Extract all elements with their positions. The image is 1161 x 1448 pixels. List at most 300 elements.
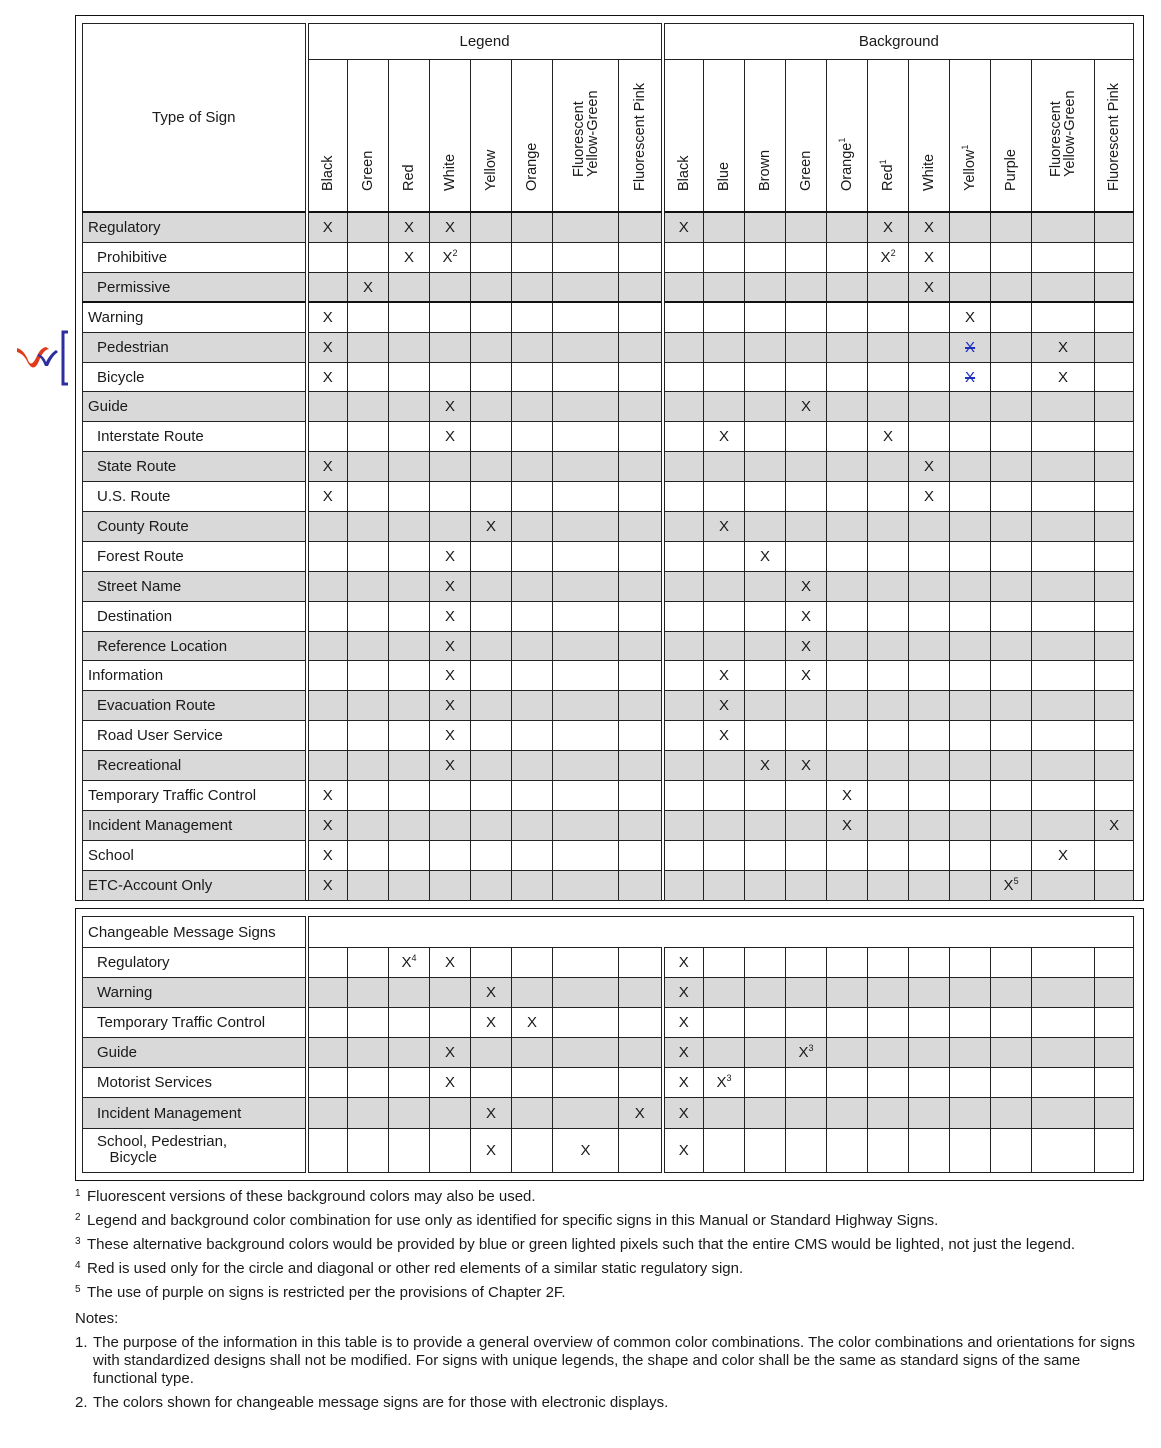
empty-cell [389,870,430,900]
empty-cell [704,751,745,781]
mark-cell: $X^3$ [786,1038,827,1068]
empty-cell [471,571,512,601]
empty-cell [868,661,909,691]
empty-cell [348,1098,389,1128]
mark-cell: X [430,721,471,751]
empty-cell [619,541,663,571]
empty-cell [704,482,745,512]
table-row [83,661,1134,691]
empty-cell [1095,512,1134,542]
row-label: Permissive [83,272,307,302]
empty-cell [827,571,868,601]
empty-cell [909,840,950,870]
empty-cell [512,362,553,392]
empty-cell [619,631,663,661]
empty-cell [1095,302,1134,332]
empty-cell [1095,1128,1134,1172]
background-col-header-green: Green [786,60,827,212]
empty-cell [786,781,827,811]
empty-cell [827,212,868,243]
empty-cell [512,1038,553,1068]
empty-cell [1095,452,1134,482]
empty-cell [1095,482,1134,512]
empty-cell [991,482,1032,512]
empty-cell [663,601,704,631]
mark-cell: X [786,661,827,691]
empty-cell [827,691,868,721]
empty-cell [868,781,909,811]
empty-cell [950,1038,991,1068]
empty-cell [348,978,389,1008]
empty-cell [868,302,909,332]
empty-cell [553,948,619,978]
empty-cell [868,751,909,781]
row-label: Guide [83,1038,307,1068]
empty-cell [786,302,827,332]
empty-cell [512,870,553,900]
mark-cell: X [430,661,471,691]
empty-cell [868,978,909,1008]
mark-cell: $X^2$ [430,243,471,273]
empty-cell [512,1098,553,1128]
empty-cell [553,541,619,571]
empty-cell [1032,978,1095,1008]
row-label: Bicycle [83,362,307,392]
empty-cell [704,571,745,601]
mark-cell: $X^2$ [868,243,909,273]
empty-cell [827,302,868,332]
empty-cell [1095,272,1134,302]
empty-cell [471,1038,512,1068]
empty-cell [868,1068,909,1098]
empty-cell [704,781,745,811]
mark-cell: X [471,512,512,542]
empty-cell [1032,661,1095,691]
empty-cell [553,1008,619,1038]
empty-cell [348,691,389,721]
mark-cell: X [430,751,471,781]
empty-cell [663,302,704,332]
empty-cell [553,1098,619,1128]
empty-cell [348,392,389,422]
empty-cell [1032,1098,1095,1128]
table-row [83,482,1134,512]
empty-cell [909,1098,950,1128]
empty-cell [991,212,1032,243]
empty-cell [827,978,868,1008]
empty-cell [1095,541,1134,571]
empty-cell [745,631,786,661]
table-row [83,243,1134,273]
legend-col-header-white: White [430,60,471,212]
empty-cell [704,978,745,1008]
mark-cell: X [348,272,389,302]
empty-cell [827,422,868,452]
empty-cell [950,452,991,482]
empty-cell [619,721,663,751]
empty-cell [909,541,950,571]
empty-cell [991,302,1032,332]
empty-cell [471,452,512,482]
empty-cell [827,332,868,362]
empty-cell [1032,1068,1095,1098]
empty-cell [471,362,512,392]
table-row [83,1008,1134,1038]
table-row [83,691,1134,721]
empty-cell [619,1068,663,1098]
empty-cell [745,870,786,900]
empty-cell [991,272,1032,302]
empty-cell [389,392,430,422]
empty-cell [868,482,909,512]
legend-col-header-black: Black [307,60,348,212]
empty-cell [827,452,868,482]
empty-cell [745,1008,786,1038]
empty-cell [389,272,430,302]
empty-cell [786,482,827,512]
empty-cell [745,810,786,840]
empty-cell [868,631,909,661]
empty-cell [512,541,553,571]
empty-cell [512,721,553,751]
empty-cell [619,840,663,870]
empty-cell [471,870,512,900]
empty-cell [704,840,745,870]
empty-cell [1095,243,1134,273]
mark-cell: X [430,212,471,243]
empty-cell [1095,978,1134,1008]
empty-cell [553,1038,619,1068]
empty-cell [430,362,471,392]
empty-cell [745,243,786,273]
mark-cell: X [786,571,827,601]
background-col-header-fluorescent-pink: Fluorescent Pink [1095,60,1134,212]
empty-cell [307,1038,348,1068]
empty-cell [619,870,663,900]
background-col-header-white: White [909,60,950,212]
empty-cell [389,512,430,542]
mark-cell: X [430,392,471,422]
empty-cell [553,392,619,422]
empty-cell [307,1008,348,1038]
empty-cell [909,601,950,631]
empty-cell [950,631,991,661]
empty-cell [1032,948,1095,978]
empty-cell [991,332,1032,362]
row-label: Evacuation Route [83,691,307,721]
type-of-sign-header: Type of Sign [83,24,307,212]
empty-cell [950,781,991,811]
empty-cell [991,422,1032,452]
empty-cell [909,302,950,332]
empty-cell [1095,948,1134,978]
notes-heading: Notes: [75,1310,119,1327]
table-row [83,870,1134,900]
row-label: Forest Route [83,541,307,571]
empty-cell [786,1068,827,1098]
empty-cell [1095,1098,1134,1128]
empty-cell [1095,661,1134,691]
mark-cell: X [827,810,868,840]
empty-cell [389,691,430,721]
empty-cell [868,362,909,392]
empty-cell [868,332,909,362]
empty-cell [827,840,868,870]
empty-cell [950,948,991,978]
empty-cell [1032,810,1095,840]
empty-cell [786,512,827,542]
mark-cell: X [430,631,471,661]
empty-cell [430,332,471,362]
empty-cell [991,1098,1032,1128]
empty-cell [868,1038,909,1068]
mark-cell [950,332,991,362]
empty-cell [471,631,512,661]
mark-cell: X [868,212,909,243]
empty-cell [1095,870,1134,900]
mark-cell: $X^5$ [991,870,1032,900]
empty-cell [909,392,950,422]
mark-cell: X [430,948,471,978]
empty-cell [1032,781,1095,811]
empty-cell [348,840,389,870]
empty-cell [1095,212,1134,243]
mark-cell: X [1095,810,1134,840]
empty-cell [1095,1068,1134,1098]
empty-cell [786,810,827,840]
mark-cell: X [1032,332,1095,362]
empty-cell [786,332,827,362]
table-row [83,272,1134,302]
table-row [83,721,1134,751]
empty-cell [950,1068,991,1098]
mark-cell: X [430,1038,471,1068]
empty-cell [348,631,389,661]
empty-cell [704,302,745,332]
footnote [75,1212,1135,1230]
empty-cell [348,302,389,332]
row-label: Guide [83,392,307,422]
empty-cell [348,541,389,571]
table-row [83,601,1134,631]
empty-cell [950,272,991,302]
empty-cell [909,512,950,542]
empty-cell [745,661,786,691]
mark-cell: $X^4$ [389,948,430,978]
empty-cell [430,1008,471,1038]
table-row [83,332,1134,362]
mark-cell [950,362,991,392]
empty-cell [307,631,348,661]
row-label: Road User Service [83,721,307,751]
empty-cell [389,332,430,362]
mark-cell: X [307,840,348,870]
mark-cell: X [909,243,950,273]
empty-cell [512,302,553,332]
struck-mark: X [965,338,976,356]
empty-cell [389,601,430,631]
empty-cell [389,422,430,452]
empty-cell [745,978,786,1008]
empty-cell [471,212,512,243]
empty-cell [827,751,868,781]
empty-cell [619,452,663,482]
empty-cell [868,691,909,721]
background-group-header: Background [663,24,1134,60]
empty-cell [827,1068,868,1098]
empty-cell [512,332,553,362]
note-text: The purpose of the information in this table is to provide a general overview of common color combinations. The color combinations and orientations for signs with standardized designs shall not be modified. For signs with unique legends, the shape and color shall be the same as standard signs of the same functional type. [93,1334,1135,1387]
empty-cell [868,452,909,482]
empty-cell [745,422,786,452]
empty-cell [991,362,1032,392]
empty-cell [1095,601,1134,631]
empty-cell [348,661,389,691]
empty-cell [553,452,619,482]
note [75,1394,1135,1412]
empty-cell [389,1068,430,1098]
mark-cell: X [909,482,950,512]
empty-cell [619,1038,663,1068]
empty-cell [909,571,950,601]
empty-cell [307,751,348,781]
empty-cell [619,571,663,601]
empty-cell [553,512,619,542]
table-row [83,1098,1134,1128]
empty-cell [827,601,868,631]
empty-cell [745,362,786,392]
empty-cell [786,978,827,1008]
empty-cell [704,452,745,482]
footnote [75,1284,1135,1302]
empty-cell [1032,1038,1095,1068]
empty-cell [704,810,745,840]
empty-cell [663,840,704,870]
empty-cell [430,978,471,1008]
mark-cell: X [950,302,991,332]
empty-cell [471,541,512,571]
mark-cell: X [745,541,786,571]
row-label: Reference Location [83,631,307,661]
empty-cell [348,332,389,362]
empty-cell [704,1128,745,1172]
empty-cell [663,571,704,601]
empty-cell [1095,781,1134,811]
empty-cell [389,482,430,512]
background-col-header-orange: Orange$^1$ [827,60,868,212]
empty-cell [786,1008,827,1038]
empty-cell [704,243,745,273]
empty-cell [991,978,1032,1008]
empty-cell [619,243,663,273]
empty-cell [512,512,553,542]
empty-cell [430,302,471,332]
empty-cell [950,721,991,751]
empty-cell [1032,870,1095,900]
mark-cell: X [786,631,827,661]
empty-cell [389,661,430,691]
empty-cell [1095,392,1134,422]
empty-cell [704,212,745,243]
empty-cell [430,781,471,811]
empty-cell [663,243,704,273]
empty-cell [307,948,348,978]
empty-cell [745,212,786,243]
empty-cell [663,541,704,571]
mark-cell: X [471,978,512,1008]
mark-cell: X [704,691,745,721]
empty-cell [1032,1128,1095,1172]
empty-cell [430,512,471,542]
empty-cell [471,482,512,512]
empty-cell [991,571,1032,601]
empty-cell [512,272,553,302]
mark-cell: X [663,212,704,243]
empty-cell [307,392,348,422]
empty-cell [745,482,786,512]
empty-cell [745,512,786,542]
table-row [83,781,1134,811]
empty-cell [348,1038,389,1068]
background-col-header-black: Black [663,60,704,212]
empty-cell [512,661,553,691]
empty-cell [389,781,430,811]
empty-cell [512,1068,553,1098]
empty-cell [471,781,512,811]
empty-cell [512,810,553,840]
empty-cell [663,631,704,661]
empty-cell [991,541,1032,571]
mark-cell: X [307,781,348,811]
mark-cell: X [663,1098,704,1128]
empty-cell [868,810,909,840]
mark-cell: X [430,1068,471,1098]
row-label: Motorist Services [83,1068,307,1098]
row-label: Temporary Traffic Control [83,781,307,811]
empty-cell [704,272,745,302]
empty-cell [1032,452,1095,482]
table-row [83,362,1134,392]
mark-cell: X [663,1128,704,1172]
empty-cell [786,948,827,978]
empty-cell [868,571,909,601]
empty-cell [745,392,786,422]
empty-cell [909,1038,950,1068]
empty-cell [991,512,1032,542]
mark-cell: X [389,243,430,273]
empty-cell [950,212,991,243]
footnote-text: Red is used only for the circle and diagonal or other red elements of a similar static regulatory sign. [87,1260,744,1277]
empty-cell [950,691,991,721]
mark-cell: X [909,452,950,482]
empty-cell [786,691,827,721]
row-label: Temporary Traffic Control [83,1008,307,1038]
revision-marker-icon [14,328,74,388]
empty-cell [950,243,991,273]
empty-cell [307,1098,348,1128]
empty-cell [619,1008,663,1038]
table-row [83,212,1134,243]
empty-cell [786,1128,827,1172]
table-row [83,810,1134,840]
legend-col-header-fluorescent-pink: Fluorescent Pink [619,60,663,212]
empty-cell [950,601,991,631]
empty-cell [512,631,553,661]
empty-cell [1032,751,1095,781]
empty-cell [786,840,827,870]
empty-cell [868,512,909,542]
empty-cell [1032,482,1095,512]
